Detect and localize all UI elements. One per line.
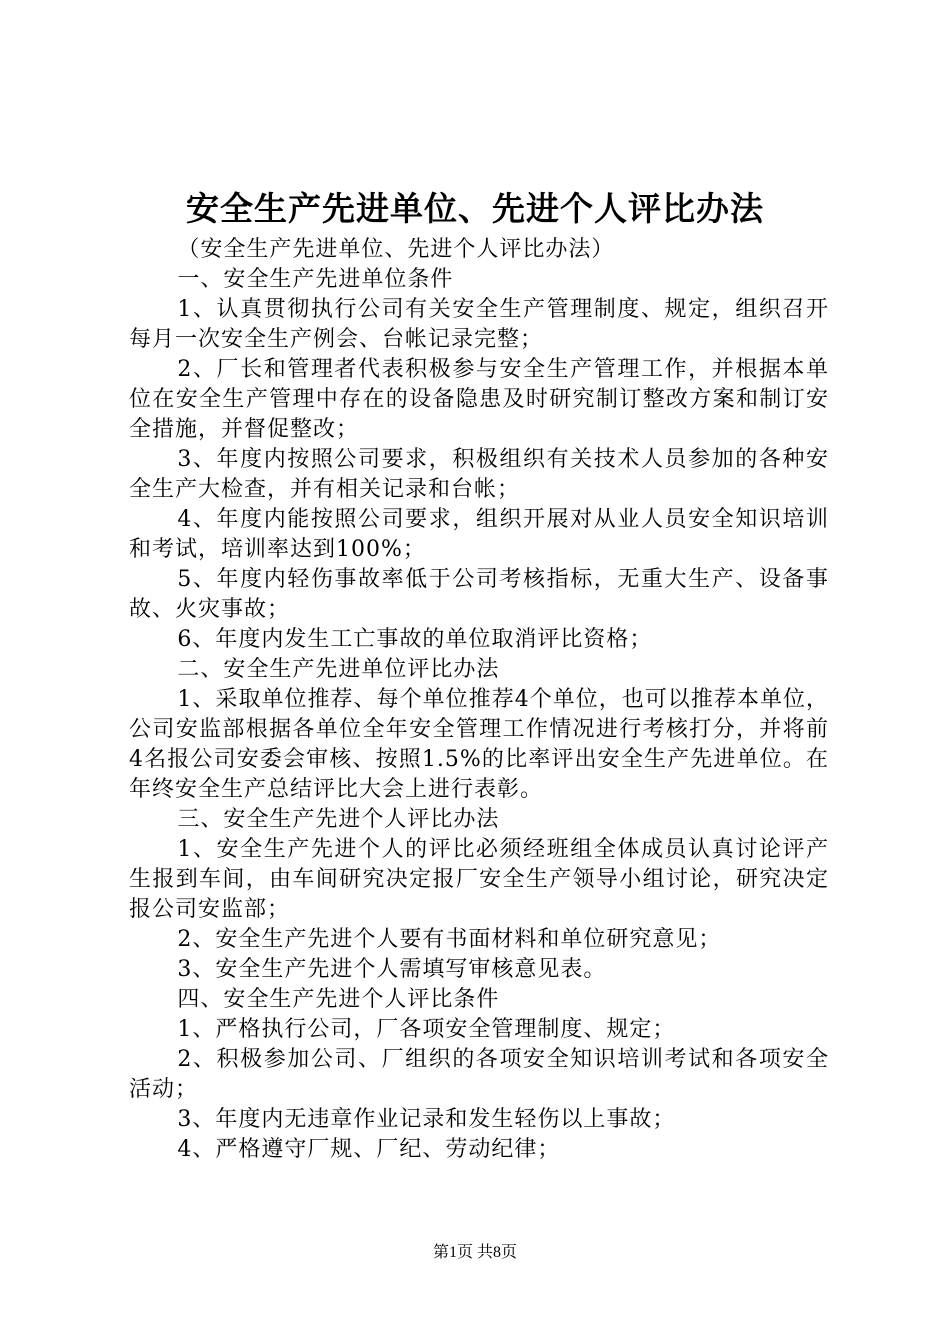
section-heading-1: 一、安全生产先进单位条件 bbox=[177, 267, 454, 292]
paragraph: 2、厂长和管理者代表积极参与安全生产管理工作，并根据本单位在安全生产管理中存在的设备隐患及时研究制订整改方案和制订安全措施，并督促整改； bbox=[129, 357, 829, 442]
paragraph: 1、安全生产先进个人的评比必须经班组全体成员认真讨论评产生报到车间，由车间研究决定报厂安全生产领导小组讨论，研究决定报公司安监部； bbox=[129, 837, 829, 922]
section-heading-2: 二、安全生产先进单位评比办法 bbox=[177, 657, 500, 682]
section-heading-3: 三、安全生产先进个人评比办法 bbox=[177, 807, 500, 832]
paragraph: 2、安全生产先进个人要有书面材料和单位研究意见； bbox=[177, 927, 722, 952]
paragraph: 1、采取单位推荐、每个单位推荐4个单位，也可以推荐本单位，公司安监部根据各单位全年安全管理工作情况进行考核打分，并将前4名报公司安委会审核、按照1.5%的比率评出安全生产先进单位。在年终安全生产总结评比大会上进行表彰。 bbox=[129, 687, 829, 802]
section-heading-4: 四、安全生产先进个人评比条件 bbox=[177, 987, 500, 1012]
subtitle-paragraph: （安全生产先进单位、先进个人评比办法） bbox=[177, 237, 615, 262]
paragraph: 3、年度内无违章作业记录和发生轻伤以上事故； bbox=[177, 1107, 676, 1132]
paragraph: 6、年度内发生工亡事故的单位取消评比资格； bbox=[177, 627, 653, 652]
document-body bbox=[129, 235, 829, 1165]
page-number-footer: 第1页 共8页 bbox=[432, 1244, 517, 1261]
paragraph: 1、认真贯彻执行公司有关安全生产管理制度、规定，组织召开每月一次安全生产例会、台帐记录完整； bbox=[129, 297, 829, 352]
paragraph: 3、年度内按照公司要求，积极组织有关技术人员参加的各种安全生产大检查，并有相关记录和台帐； bbox=[129, 447, 829, 502]
paragraph: 3、安全生产先进个人需填写审核意见表。 bbox=[177, 957, 607, 982]
paragraph: 4、年度内能按照公司要求，组织开展对从业人员安全知识培训和考试，培训率达到100%； bbox=[129, 507, 829, 562]
paragraph: 4、严格遵守厂规、厂纪、劳动纪律； bbox=[177, 1137, 561, 1162]
paragraph: 1、严格执行公司，厂各项安全管理制度、规定； bbox=[177, 1017, 676, 1042]
paragraph: 2、积极参加公司、厂组织的各项安全知识培训考试和各项安全活动； bbox=[129, 1047, 829, 1102]
paragraph: 5、年度内轻伤事故率低于公司考核指标，无重大生产、设备事故、火灾事故； bbox=[129, 567, 829, 622]
document-title: 安全生产先进单位、先进个人评比办法 bbox=[186, 189, 764, 228]
